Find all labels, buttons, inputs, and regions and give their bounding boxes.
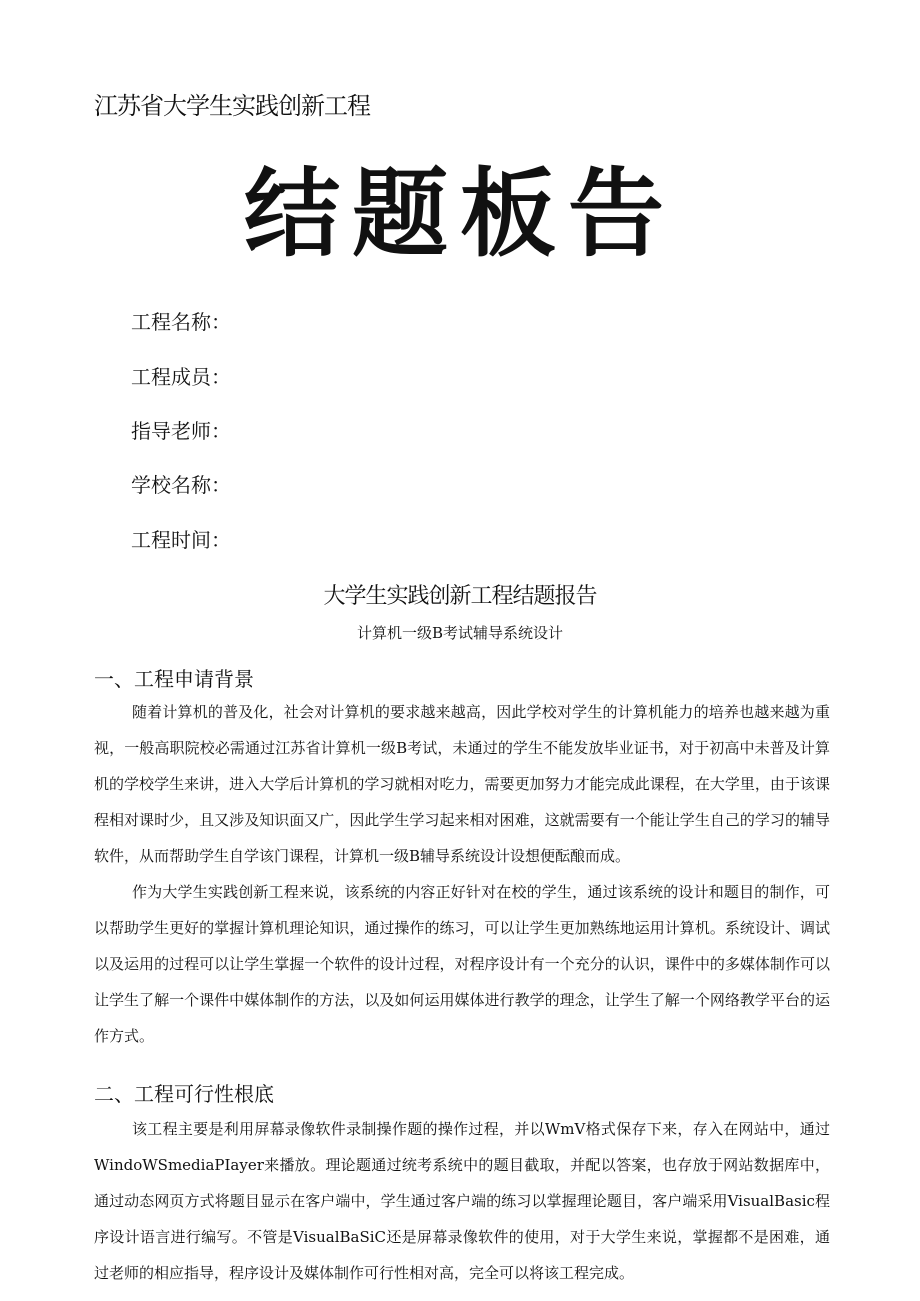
paragraph-feasibility-1: 该工程主要是利用屏幕录像软件录制操作题的操作过程，并以WmV格式保存下来，存入在网站中，通过WindoWSmediaPIayer来播放。理论题通过统考系统中的题目截取，并配以答案，也存放于网站数据库中，通过动态网页方式将题目显示在客户端中，学生通过客户端的练习以掌握理论题目，客户端采用VisualBasic程序设计语言进行编写。不管是VisualBaSiC还是屏幕录像软件的使用，对于大学生来说，掌握都不是困难，通过老师的相应指导，程序设计及媒体制作可行性相对高，完全可以将该工程完成。 bbox=[94, 1120, 830, 1282]
paragraph-background-2: 作为大学生实践创新工程来说，该系统的内容正好针对在校的学生，通过该系统的设计和题目的制作，可以帮助学生更好的掌握计算机理论知识，通过操作的练习，可以让学生更加熟练地运用计算机。系统设计、调试以及运用的过程可以让学生掌握一个软件的设计过程，对程序设计有一个充分的认识，课件中的多媒体制作可以让学生了解一个课件中媒体制作的方法，以及如何运用媒体进行教学的理念，让学生了解一个网络教学平台的运作方式。 bbox=[94, 883, 830, 1045]
section-heading-feasibility: 二、工程可行性根底 bbox=[94, 1082, 274, 1106]
field-advisor: 指导老师： bbox=[131, 419, 231, 443]
cover-title: 结题板告 bbox=[244, 157, 676, 270]
program-name: 江苏省大学生实践创新工程 bbox=[94, 92, 370, 120]
field-project-name: 工程名称： bbox=[131, 310, 231, 334]
report-subtitle: 计算机一级B考试辅导系统设计 bbox=[356, 624, 564, 642]
report-title: 大学生实践创新工程结题报告 bbox=[323, 584, 597, 609]
section-heading-background: 一、工程申请背景 bbox=[94, 667, 254, 691]
field-project-members: 工程成员： bbox=[131, 365, 231, 389]
field-project-time: 工程时间： bbox=[131, 528, 231, 552]
paragraph-background-1: 随着计算机的普及化，社会对计算机的要求越来越高，因此学校对学生的计算机能力的培养也越来越为重视，一般高职院校必需通过江苏省计算机一级B考试，未通过的学生不能发放毕业证书，对于初高中未普及计算机的学校学生来讲，进入大学后计算机的学习就相对吃力，需要更加努力才能完成此课程，在大学里，由于该课程相对课时少，且又涉及知识面又广，因此学生学习起来相对困难，这就需要有一个能让学生自己的学习的辅导软件，从而帮助学生自学该门课程，计算机一级B辅导系统设计设想便酝酿而成。 bbox=[94, 703, 830, 865]
field-school-name: 学校名称： bbox=[131, 473, 231, 497]
